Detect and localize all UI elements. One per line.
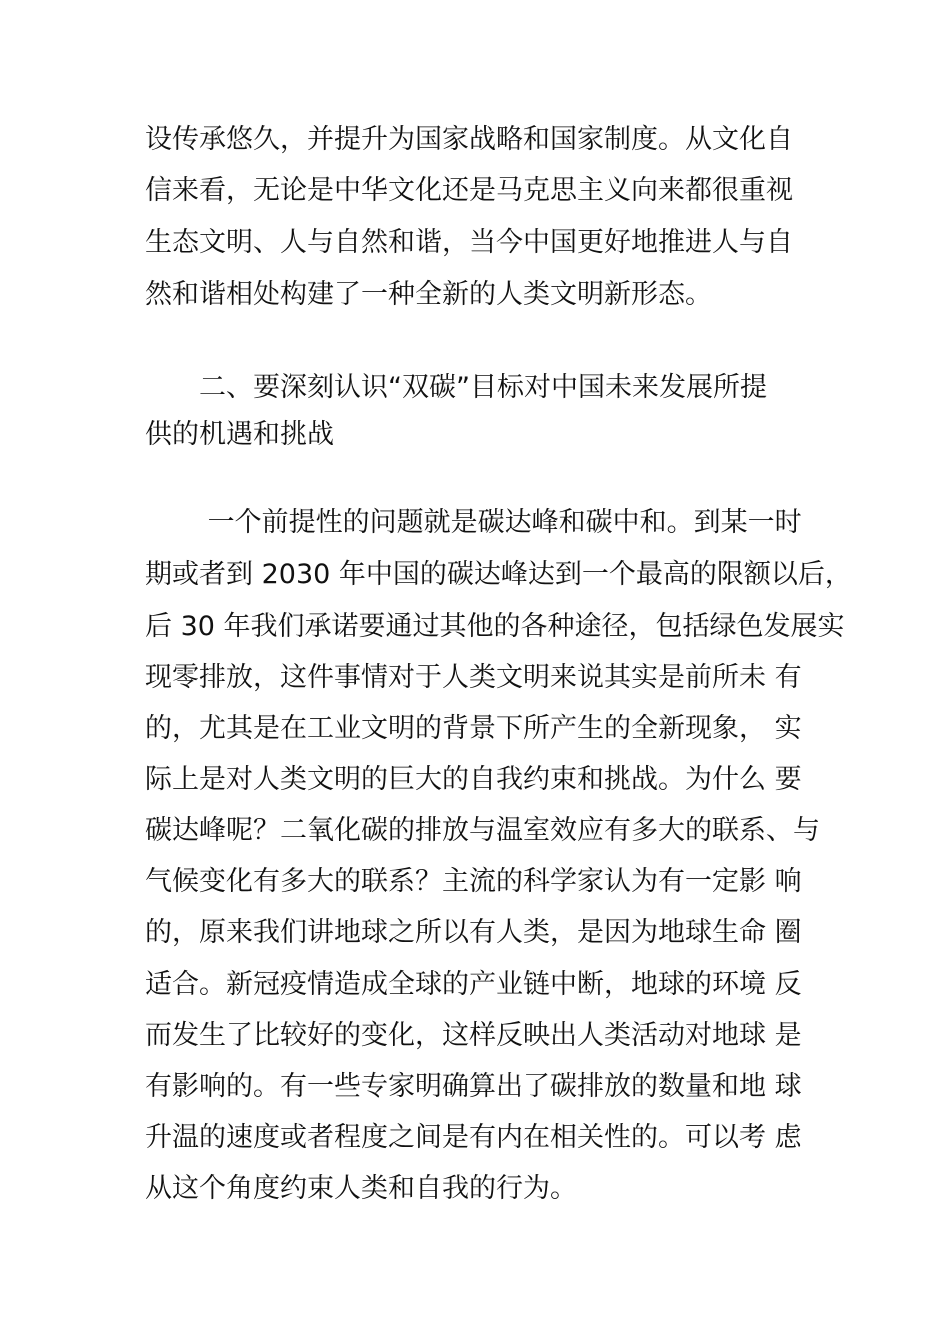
text-line: 而发生了比较好的变化，这样反映出人类活动对地球 是 (145, 1020, 802, 1051)
heading-line: 二、要深刻认识“双碳”目标对中国未来发展所提 (145, 372, 767, 403)
text-line: 从这个角度约束人类和自我的行为。 (145, 1173, 577, 1204)
text-line: 碳达峰呢？二氧化碳的排放与温室效应有多大的联系、与 (145, 815, 820, 846)
text-line: 有影响的。有一些专家明确算出了碳排放的数量和地 球 (145, 1071, 802, 1102)
text-line: 际上是对人类文明的巨大的自我约束和挑战。为什么 要 (145, 764, 802, 795)
text-line: 气候变化有多大的联系？主流的科学家认为有一定影 响 (145, 866, 802, 897)
text-line: 生态文明、人与自然和谐，当今中国更好地推进人与自 (145, 227, 793, 258)
text-line: 升温的速度或者程度之间是有内在相关性的。可以考 虑 (145, 1122, 802, 1153)
text-line: 现零排放，这件事情对于人类文明来说其实是前所未 有 (145, 662, 802, 693)
text-line: 后 30 年我们承诺要通过其他的各种途径，包括绿色发展实 (145, 611, 845, 642)
text-line: 的，原来我们讲地球之所以有人类，是因为地球生命 圈 (145, 917, 802, 948)
text-line: 设传承悠久，并提升为国家战略和国家制度。从文化自 (145, 124, 793, 155)
text-line: 然和谐相处构建了一种全新的人类文明新形态。 (145, 279, 712, 310)
text-line: 期或者到 2030 年中国的碳达峰达到一个最高的限额以后， (145, 559, 852, 590)
text-line: 适合。新冠疫情造成全球的产业链中断，地球的环境 反 (145, 969, 802, 1000)
text-line: 一个前提性的问题就是碳达峰和碳中和。到某一时 (145, 507, 802, 538)
heading-line: 供的机遇和挑战 (145, 419, 334, 450)
text-line: 的，尤其是在工业文明的背景下所产生的全新现象， 实 (145, 713, 802, 744)
text-line: 信来看，无论是中华文化还是马克思主义向来都很重视 (145, 175, 793, 206)
